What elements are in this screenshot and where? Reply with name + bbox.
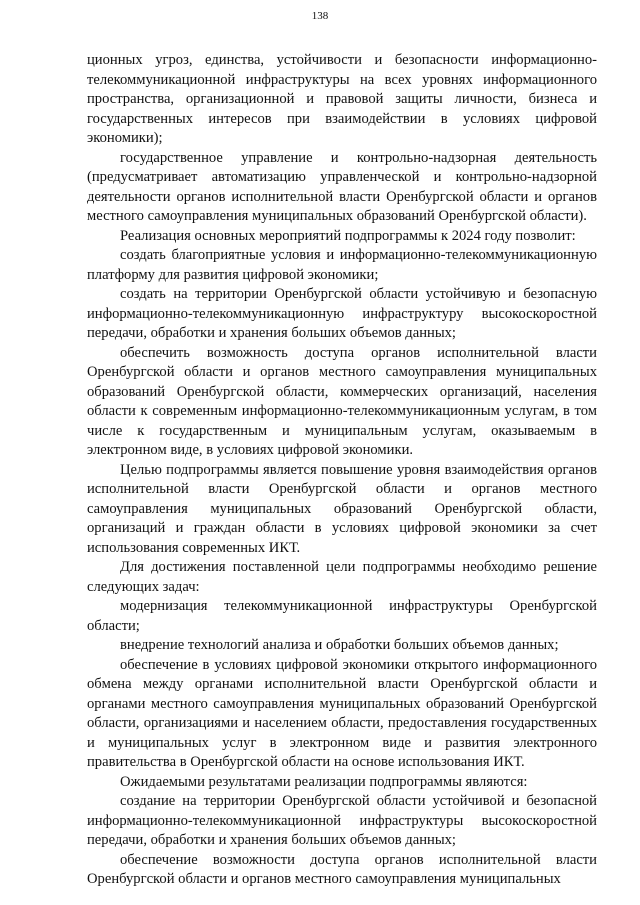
paragraph: внедрение технологий анализа и обработки больших объемов данных; <box>120 637 559 653</box>
paragraph: обеспечить возможность доступа органов исполнительной власти Оренбургской области и органов местного самоуправления муниципальных образований Оренбургской области, коммерческих организаций, населения области к современным информационно-телекоммуникационным услугам, в том числе к государственным и муниципальным услугам, оказываемым в электронном виде, в условиях цифровой экономики. <box>87 344 597 458</box>
paragraph: Реализация основных мероприятий подпрограммы к 2024 году позволит: <box>120 227 576 244</box>
paragraph: государственное управление и контрольно-надзорная деятельность (предусматривает автоматизацию управленческой и контрольно-надзорной деятельности органов исполнительной власти Оренбургской области и органов местного самоуправления муниципальных образований Оренбургской области). <box>87 149 597 224</box>
body-text <box>87 51 597 890</box>
paragraph: обеспечение в условиях цифровой экономики открытого информационного обмена между органами исполнительной власти Оренбургской области и органами местного самоуправления муниципальных образований Оренбургской области, организациями и населением области, предоставления государственных и муниципальных услуг в электронном виде и развития электронного правительства в Оренбургской области на основе использования ИКТ. <box>87 656 597 770</box>
paragraph-continued: ционных угроз, единства, устойчивости и безопасности информационно-телекоммуникационной инфраструктуры на всех уровнях информационного пространства, организационной и правовой защиты личности, бизнеса и государственных интересов при взаимодействии в условиях цифровой экономики); <box>87 52 597 146</box>
paragraph: модернизация телекоммуникационной инфраструктуры Оренбургской области; <box>87 598 597 634</box>
paragraph: Ожидаемыми результатами реализации подпрограммы являются: <box>120 773 528 790</box>
paragraph: создать на территории Оренбургской области устойчивую и безопасную информационно-телекоммуникационную инфраструктуру высокоскоростной передачи, обработки и хранения больших объемов данных; <box>87 286 597 341</box>
paragraph: создать благоприятные условия и информационно-телекоммуникационную платформу для развития цифровой экономики; <box>87 247 597 283</box>
paragraph-cut-off: обеспечение возможности доступа органов исполнительной власти Оренбургской области и органов местного самоуправления муниципальных <box>87 851 597 887</box>
paragraph: создание на территории Оренбургской области устойчивой и безопасной информационно-телекоммуникационной инфраструктуры высокоскоростной передачи, обработки и хранения больших объемов данных; <box>87 793 597 848</box>
paragraph: Целью подпрограммы является повышение уровня взаимодействия органов исполнительной власти Оренбургской области и органов местного самоуправления муниципальных образований Оренбургской области, организаций и граждан области в условиях цифровой экономики за счет использования современных ИКТ. <box>87 461 597 556</box>
paragraph: Для достижения поставленной цели подпрограммы необходимо решение следующих задач: <box>87 559 597 595</box>
page-number: 138 <box>311 10 329 22</box>
